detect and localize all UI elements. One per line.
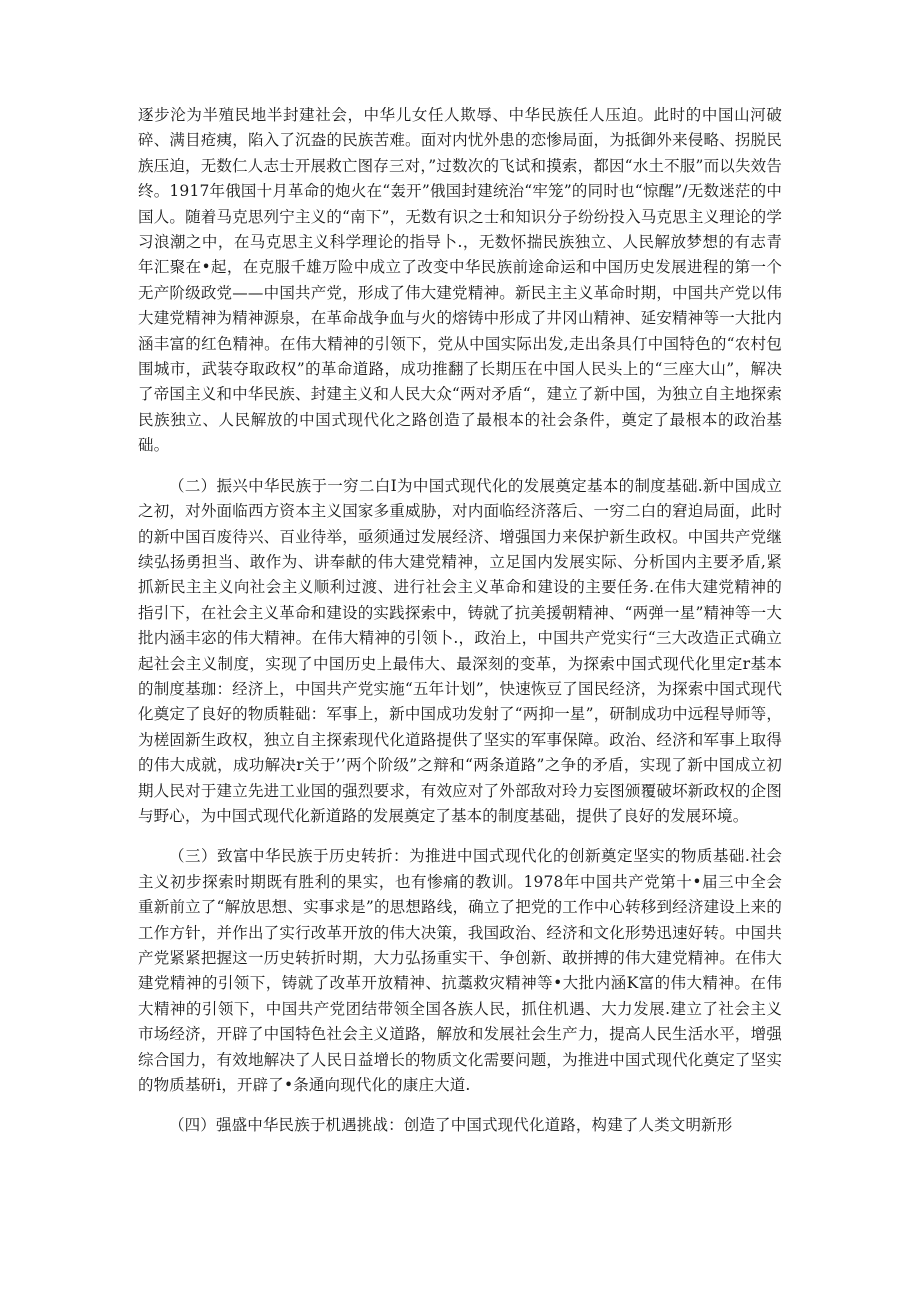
paragraph-4: （四）强盛中华民族于机遇挑战：创造了中国式现代化道路，构建了人类文明新形 <box>169 1116 733 1135</box>
paragraph-2: （二）振兴中华民族于一穷二白I为中国式现代化的发展奠定基本的制度基础.新中国成立之初，对外面临西方资本主义国家多重威胁，对内面临经济落后、一穷二白的窘迫局面，此时的新中国百废待兴、百业待举，亟须通过发展经济、增强国力来保护新生政权。中国共产党继续弘扬勇担当、敢作为、讲奉献的伟大建党精神，立足国内发展实际、分析国内主要矛盾,紧抓新民主主义向社会主义顺利过渡、进行社会主义革命和建设的主要任务.在伟大建党精神的指引下，在社会主义革命和建设的实践探索中，铸就了抗美援朝精神、“两弹一星”精神等一大批内涵丰宓的伟大精神。在伟大精神的引领卜.，政治上，中国共产党实行“三大改造正式确立起社会主义制度，实现了中国历史上最伟大、最深刻的变革，为探索中国式现代化里定r基本的制度基珈：经济上，中国共产党实施“五年计划”，快速恢豆了国民经济，为探索中国式现代化奠定了良好的物质鞋础：军事上，新中国成功发射了“两抑一星”，研制成功中远程导师等，为槎固新生政权，独立自主探索现代化道路提供了坚实的军事保障。政治、经济和军事上取得的伟大成就，成功解决r关于’’两个阶级”之辩和“两条道路”之争的矛盾，实现了新中国成立初期人民对于建立先进工业国的强烈要求，有效应对了外部敌对玲力妄图颁覆破坏新政权的企图与野心，为中国式现代化新道路的发展奠定了基本的制度基础，提供了良好的发展环境。 <box>138 476 782 825</box>
document-body <box>138 103 782 1154</box>
paragraph-1: 逐步沦为半殖民地半封建社会，中华儿女任人欺辱、中华民族任人压迫。此时的中国山河破碎、满目疮痍，陷入了沉盎的民族苦难。面对内忧外患的恋惨局面，为抵御外来侵略、拐脱民族压迫，无数仁人志士开展救亡图存三对，”过数次的飞试和摸索，都因“水土不服”而以失效告终。1917年俄国十月革命的炮火在“轰开”俄国封建统治“牢笼”的同时也“惊醒”/无数迷茫的中国人。随着马克思列宁主义的“南下”，无数有识之士和知识分子纷纷投入马克思主义理论的学习浪潮之中，在马克思主义科学理论的指导卜.，无数怀揣民族独立、人民解放梦想的有志青年汇聚在•起，在克服千雄万险中成立了改变中华民族前途命运和中国历史发展进程的第一个无产阶级政党——中国共产党，形成了伟大建党精神。新民主主义革命时期，中国共产党以伟大建党精神为精神源泉，在革命战争血与火的熔铸中形成了井冈山精神、延安精神等一大批内涵丰富的红色精神。在伟大精神的引领下，党从中国实际出发,走出条具仃中国特色的“农村包围城市，武装夺取政权”的革命道路，成功推翻了长期压在中国人民头上的“三座大山”，解决了帝国主义和中华民族、封建主义和人民大众“两对矛盾“，建立了新中国，为独立自主地探索民族独立、人民解放的中国式现代化之路创造了最根本的社会条件，奠定了最根本的政治基础。 <box>138 106 782 455</box>
paragraph-3: （三）致富中华民族于历史转折：为推进中国式现代化的创新奠定坚实的物质基础.社会主义初步探索时期既有胜利的果实，也有惨痛的教训。1978年中国共产党第十•届三中全会重新前立了“解放思想、实事求是”的思想路线，确立了把党的工作中心转移到经济建设上来的工作方针，并作出了实行改革开放的伟大决策，我国政治、经济和文化形势迅速好转。中国共产党紧紧把握这一历史转折时期，大力弘扬重实干、争创新、敢拼搏的伟大建党精神。在伟大建党精神的引领下，铸就了改革开放精神、抗藁救灾精神等•大批内涵K富的伟大精神。在伟大精神的引领下，中国共产党团结带领全国各族人民，抓住机遇、大力发展.建立了社会主义市场经济，开辟了中国特色社会主义道路，解放和发展社会生产力，提高人民生活水平，增强综合国力，有效地解决了人民日益增长的物质文化需要问题，为推进中国式现代化奠定了坚实的物质基研i，开辟了•条通向现代化的康庄大道. <box>138 847 782 1095</box>
